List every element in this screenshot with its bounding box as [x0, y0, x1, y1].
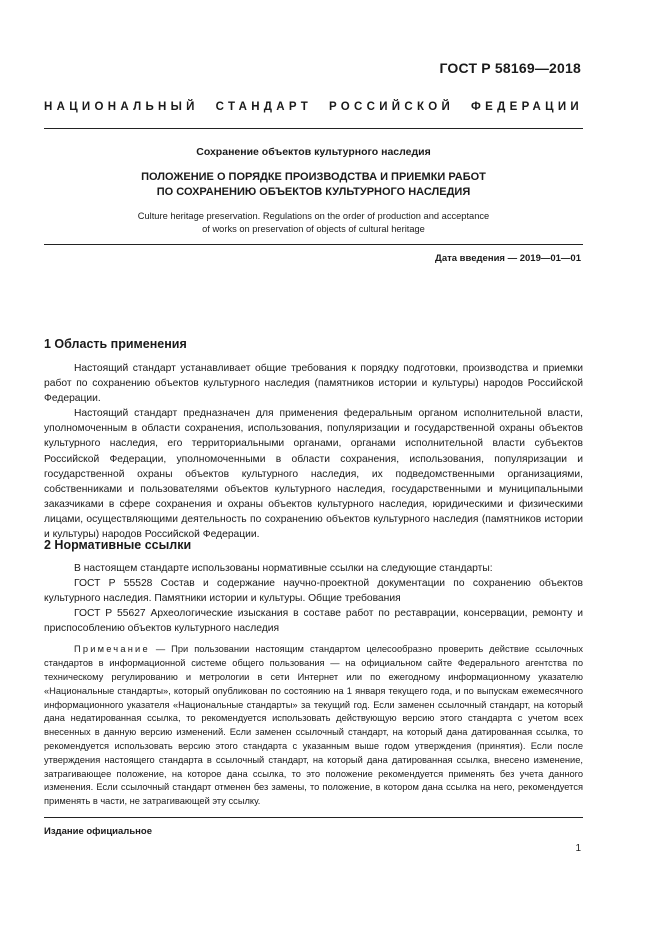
- main-title-line-2: ПО СОХРАНЕНИЮ ОБЪЕКТОВ КУЛЬТУРНОГО НАСЛЕДИЯ: [156, 186, 471, 198]
- note-label: Примечание: [74, 644, 150, 655]
- standard-subject: Сохранение объектов культурного наследия: [196, 146, 431, 158]
- section-1-heading: 1 Область применения: [44, 337, 187, 351]
- reference-gost-55627: ГОСТ Р 55627 Археологические изыскания в составе работ по реставрации, консервации, ремонту и приспособлению объектов культурного наследия: [44, 608, 583, 635]
- section-1-paragraph-2: Настоящий стандарт предназначен для применения федеральным органом исполнительной власти, уполномоченным в области сохранения, использования, популяризации и государственной охраны объектов культурного наследия, его территориальными органами, органами исполнительной власти субъектов Российской Федерации, уполномоченными в области сохранения, использования, популяризации и государственной охраны объектов культурного наследия, их подведомственными организациями, собственниками и пользователями объектов культурного наследия, государственными и муниципальными заказчиками в сфере сохранения и охраны объектов культурного наследия, юридическими и физическими лицами, осуществляющими деятельность по сохранению объектов культурного наследия (памятников истории и культуры) народов Российской Федерации.: [44, 408, 583, 541]
- national-standard-title: НАЦИОНАЛЬНЫЙ СТАНДАРТ РОССИЙСКОЙ ФЕДЕРАЦИИ: [44, 101, 583, 113]
- note-text: — При пользовании настоящим стандартом целесообразно проверить действие ссылочных стандартов в информационной системе общего пользования — на официальном сайте Федерального агентства по техническому регулированию и метрологии в сети Интернет или по ежегодному информационному указателю «Национальные стандарты», который опубликован по состоянию на 1 января текущего года, и по выпускам ежемесячного информационного указателя «Национальные стандарты» за текущий год. Если заменен ссылочный стандарт, на который дана недатированная ссылка, то рекомендуется использовать действующую версию этого стандарта с учетом всех внесенных в данную версию изменений. Если заменен ссылочный стандарт, на который дана датированная ссылка, то рекомендуется использовать версию этого стандарта с указанным выше годом утверждения (принятия). Если после утверждения настоящего стандарта в ссылочный стандарт, на который дана датированная ссылка, внесено изменение, затрагивающее положение, на которое дана ссылка, то это положение рекомендуется применять без учета данного изменения. Если ссылочный стандарт отменен без замены, то положение, в котором дана ссылка на него, рекомендуется применять в части, не затрагивающей эту ссылку.: [44, 644, 583, 807]
- section-scope: [44, 337, 583, 542]
- main-title-line-1: ПОЛОЖЕНИЕ О ПОРЯДКЕ ПРОИЗВОДСТВА И ПРИЕМКИ РАБОТ: [141, 171, 486, 183]
- section-2-heading: 2 Нормативные ссылки: [44, 538, 192, 552]
- section-normative-references: [44, 538, 583, 809]
- note: [44, 643, 583, 809]
- section-1-paragraph-1: Настоящий стандарт устанавливает общие требования к порядку подготовки, производства и приемки работ по сохранению объектов культурного наследия (памятников истории и культуры) народов Российской Федерации.: [44, 363, 583, 405]
- official-edition-label: Издание официальное: [44, 826, 152, 837]
- page-number: 1: [575, 843, 581, 854]
- introduction-date: Дата введения — 2019—01—01: [435, 253, 581, 264]
- reference-gost-55528: ГОСТ Р 55528 Состав и содержание научно-проектной документации по сохранению объектов культурного наследия. Памятники истории и культуры. Общие требования: [44, 578, 583, 605]
- english-title: [44, 210, 583, 236]
- english-title-line-1: Culture heritage preservation. Regulations on the order of production and acceptance: [137, 211, 490, 221]
- standard-main-title: [44, 170, 583, 200]
- top-divider: [44, 128, 583, 129]
- section-2-paragraph-1: В настоящем стандарте использованы нормативные ссылки на следующие стандарты:: [74, 563, 493, 574]
- middle-divider: [44, 244, 583, 245]
- gost-number: ГОСТ Р 58169—2018: [439, 60, 581, 76]
- english-title-line-2: of works on preservation of objects of cultural heritage: [202, 224, 425, 234]
- footer-divider: [44, 817, 583, 818]
